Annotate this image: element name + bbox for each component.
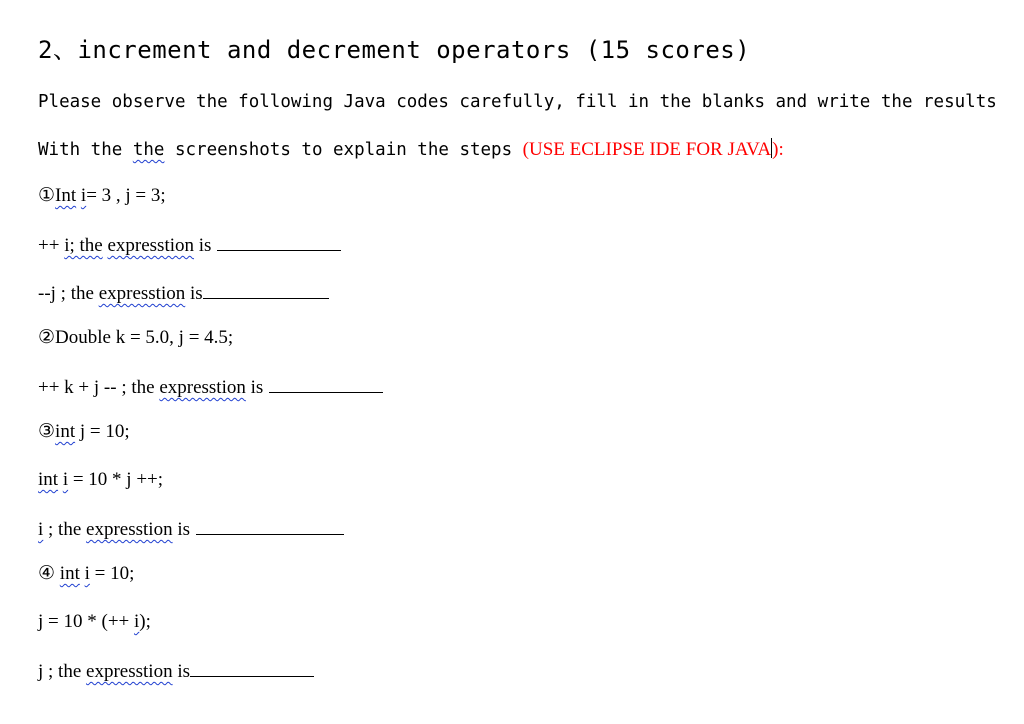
ide-requirement: (USE ECLIPSE IDE FOR JAVA: [522, 139, 772, 160]
q1-line-1: [38, 232, 341, 258]
q4-word-int: int: [59, 563, 80, 584]
q1-l1-word-1: i; the: [64, 235, 103, 256]
q2-l1-suffix: is: [245, 377, 264, 398]
q3-number: ③: [38, 421, 56, 442]
q1-answer-blank-2[interactable]: [203, 280, 329, 299]
q3-l3-mid: ; the: [43, 519, 87, 540]
q1-word-i: i: [80, 185, 87, 206]
q1-line-2: [38, 280, 329, 306]
ide-requirement-end: ):: [772, 139, 784, 160]
instruction-word-the: the: [132, 140, 165, 160]
q4-l3-suffix: is: [172, 661, 191, 682]
q3-l2-word-int: int: [38, 469, 59, 490]
q4-number: ④: [38, 563, 60, 584]
q3-l2-rest: = 10 * j ++;: [68, 469, 164, 490]
q4-line-2: [38, 610, 151, 634]
q3-l3-word: expresstion: [86, 519, 173, 540]
q1-l1-word-2: expresstion: [107, 235, 195, 256]
q1-l2-prefix: --j ; the: [38, 283, 99, 304]
q2-answer-blank[interactable]: [269, 374, 383, 393]
q1-decl-rest: = 3 , j = 3;: [86, 185, 166, 206]
q3-declaration: [38, 420, 130, 444]
q4-answer-blank[interactable]: [190, 658, 314, 677]
q1-l2-word: expresstion: [98, 283, 186, 304]
q1-answer-blank-1[interactable]: [217, 232, 341, 251]
instruction-line-2: [38, 138, 784, 162]
q4-l2-suffix: );: [139, 611, 151, 632]
question-title: 2、increment and decrement operators (15 scores): [38, 36, 751, 64]
q4-l2-prefix: j = 10 * (++: [38, 611, 135, 632]
q4-l3-prefix: j ; the: [38, 661, 87, 682]
q1-l1-prefix: ++: [38, 235, 65, 256]
q1-number: ①: [38, 185, 56, 206]
q2-l1-prefix: ++ k + j -- ; the: [38, 377, 160, 398]
q1-l1-suffix: is: [194, 235, 212, 256]
instruction-text-c: screenshots to explain the steps: [164, 140, 523, 160]
q3-l3-word-i: i: [38, 519, 44, 540]
q3-l3-suffix: is: [172, 519, 191, 540]
q2-declaration: ②Double k = 5.0, j = 4.5;: [38, 327, 234, 348]
q3-line-2: [38, 468, 163, 492]
q4-l3-word: expresstion: [86, 661, 173, 682]
q4-word-i: i: [84, 563, 90, 584]
q2-line-1: [38, 374, 383, 400]
q1-word-int: Int: [55, 185, 77, 206]
q2-l1-word: expresstion: [159, 377, 246, 398]
q3-answer-blank[interactable]: [196, 516, 344, 535]
instruction-line-1: Please observe the following Java codes carefully, fill in the blanks and write the results: [38, 92, 997, 112]
q1-l2-suffix: is: [185, 283, 203, 304]
q4-l2-word-i: i: [134, 611, 140, 632]
q3-word-int: int: [55, 421, 76, 442]
q4-declaration: [38, 562, 134, 586]
q4-line-3: [38, 658, 314, 684]
q3-decl-rest: j = 10;: [75, 421, 130, 442]
q1-declaration: [38, 184, 166, 208]
instruction-text-a: With the: [38, 140, 133, 160]
q4-decl-rest: = 10;: [89, 563, 135, 584]
q3-line-3: [38, 516, 344, 542]
q3-l2-word-i: i: [62, 469, 69, 490]
